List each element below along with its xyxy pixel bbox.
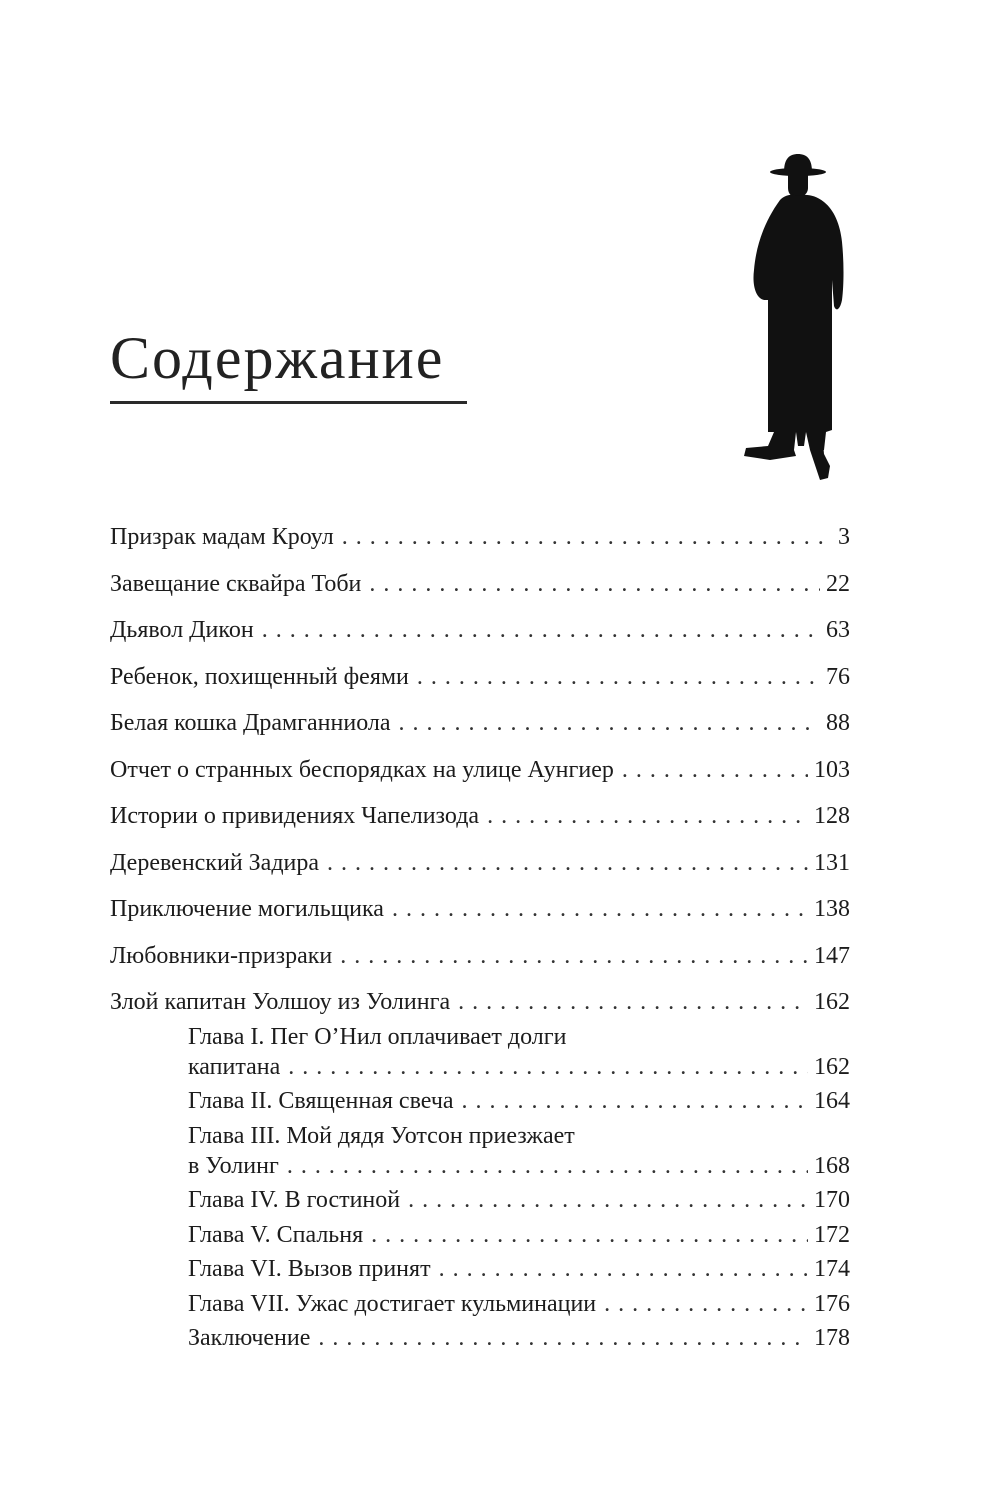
toc-entry-page: 76 xyxy=(826,663,850,690)
dot-leader xyxy=(408,1185,808,1215)
toc-entry[interactable] xyxy=(110,987,850,1017)
toc-entry[interactable] xyxy=(110,801,850,831)
dot-leader xyxy=(327,848,808,878)
toc-chapter-title: Глава VI. Вызов принят xyxy=(188,1256,431,1282)
toc-chapter-page: 162 xyxy=(814,1053,850,1080)
toc-chapter-page: 164 xyxy=(814,1088,850,1114)
toc-entry-page: 88 xyxy=(826,710,850,736)
toc-entry-title: Деревенский Задира xyxy=(110,849,320,876)
toc-chapter-title: Глава II. Священная свеча xyxy=(188,1088,454,1114)
toc-entry-page: 22 xyxy=(826,570,850,597)
toc-entry-page: 162 xyxy=(814,989,850,1015)
toc-chapter-title: Глава V. Спальня xyxy=(188,1221,364,1248)
toc-chapter-title-line1: Глава III. Мой дядя Уотсон приезжает xyxy=(188,1122,575,1149)
toc-entry-title: Истории о привидениях Чапелизода xyxy=(110,803,480,829)
toc-entry-title: Отчет о странных беспорядках на улице Аунгиер xyxy=(110,756,614,783)
toc-chapter[interactable] xyxy=(188,1086,850,1116)
dot-leader xyxy=(487,801,808,831)
toc-chapter[interactable] xyxy=(188,1185,850,1215)
toc-entry[interactable] xyxy=(110,522,850,552)
toc-chapter[interactable] xyxy=(188,1323,850,1353)
dot-leader xyxy=(392,894,808,924)
toc-entry-title: Завещание сквайра Тоби xyxy=(110,570,362,597)
toc-entry-page: 138 xyxy=(814,896,850,922)
detective-silhouette-icon xyxy=(740,150,860,490)
toc-chapter-title: Заключение xyxy=(188,1325,311,1351)
dot-leader xyxy=(604,1289,808,1319)
chapter-list xyxy=(188,1022,850,1354)
toc-entry-page: 131 xyxy=(814,849,850,876)
toc-entry[interactable] xyxy=(110,569,850,599)
dot-leader xyxy=(288,1052,808,1082)
dot-leader xyxy=(417,662,820,692)
toc-chapter-first-line xyxy=(188,1022,850,1052)
toc-chapter-title-line1: Глава I. Пег О’Нил оплачивает долги xyxy=(188,1023,567,1050)
toc-entry[interactable] xyxy=(110,755,850,785)
toc-entry-page: 128 xyxy=(814,803,850,829)
title-underline xyxy=(110,401,467,404)
dot-leader xyxy=(399,708,820,738)
dot-leader xyxy=(287,1151,808,1181)
toc-chapter[interactable] xyxy=(188,1052,850,1082)
toc-entry[interactable] xyxy=(110,662,850,692)
toc-entry-title: Призрак мадам Кроул xyxy=(110,524,334,550)
toc-chapter-first-line xyxy=(188,1121,850,1151)
toc-chapter-title: капитана xyxy=(188,1053,281,1080)
dot-leader xyxy=(262,615,820,645)
toc-entry-page: 147 xyxy=(814,942,850,969)
toc-chapter-title: Глава VII. Ужас достигает кульминации xyxy=(188,1290,597,1317)
toc-entry-page: 103 xyxy=(814,756,850,783)
toc-entry[interactable] xyxy=(110,708,850,738)
page-title: Содержание xyxy=(110,325,445,391)
dot-leader xyxy=(371,1220,808,1250)
toc-chapter-title: Глава IV. В гостиной xyxy=(188,1187,401,1213)
toc-entry-title: Злой капитан Уолшоу из Уолинга xyxy=(110,989,451,1015)
toc-entry-title: Приключение могильщика xyxy=(110,896,384,922)
toc-entry-title: Дьявол Дикон xyxy=(110,617,254,643)
toc-entry[interactable] xyxy=(110,615,850,645)
toc-chapter-page: 174 xyxy=(814,1256,850,1282)
toc-entry-title: Любовники-призраки xyxy=(110,942,333,969)
dot-leader xyxy=(439,1254,808,1284)
toc-chapter-page: 178 xyxy=(814,1325,850,1351)
toc-entry-title: Белая кошка Драмганниола xyxy=(110,710,391,736)
toc-entry-page: 3 xyxy=(838,524,850,550)
dot-leader xyxy=(340,941,808,971)
dot-leader xyxy=(462,1086,808,1116)
toc-chapter-title: в Уолинг xyxy=(188,1152,279,1179)
toc-entry[interactable] xyxy=(110,894,850,924)
dot-leader xyxy=(342,522,832,552)
dot-leader xyxy=(622,755,808,785)
toc-chapter-page: 172 xyxy=(814,1221,850,1248)
table-of-contents xyxy=(110,522,850,1358)
dot-leader xyxy=(458,987,808,1017)
toc-chapter-page: 168 xyxy=(814,1152,850,1179)
toc-chapter-page: 176 xyxy=(814,1290,850,1317)
dot-leader xyxy=(369,569,820,599)
toc-chapter-page: 170 xyxy=(814,1187,850,1213)
toc-chapter[interactable] xyxy=(188,1254,850,1284)
dot-leader xyxy=(318,1323,808,1353)
toc-entry-title: Ребенок, похищенный феями xyxy=(110,663,409,690)
toc-entry-page: 63 xyxy=(826,617,850,643)
toc-chapter[interactable] xyxy=(188,1289,850,1319)
toc-chapter[interactable] xyxy=(188,1220,850,1250)
toc-entry[interactable] xyxy=(110,941,850,971)
toc-entry[interactable] xyxy=(110,848,850,878)
toc-chapter[interactable] xyxy=(188,1151,850,1181)
